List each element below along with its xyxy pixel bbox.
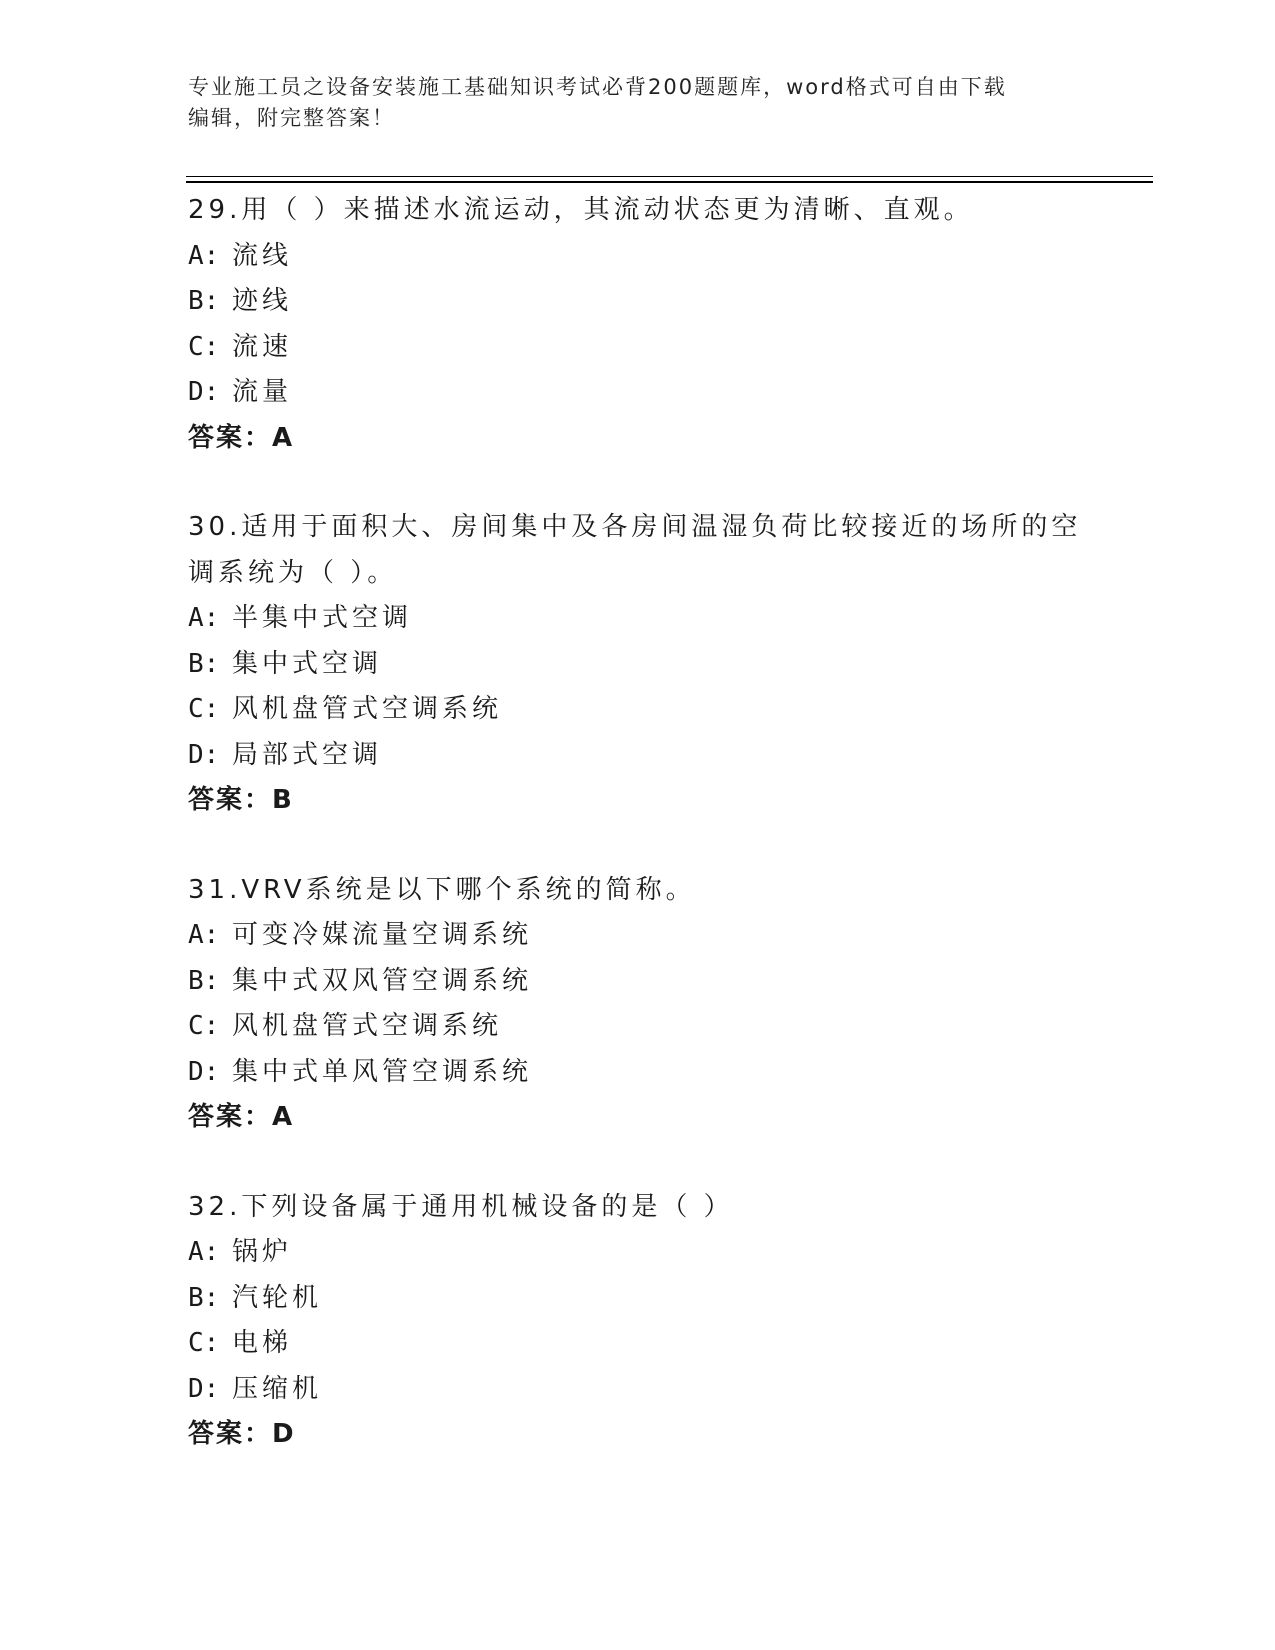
- option-text: 风机盘管式空调系统: [232, 694, 503, 724]
- answer: 答案：A: [188, 1102, 295, 1132]
- option-letter: C:: [188, 331, 220, 362]
- option-letter: A:: [188, 603, 220, 633]
- question-text: 31.VRV系统是以下哪个系统的简称。: [188, 874, 696, 905]
- question-32: [188, 1185, 1088, 1458]
- option-b: [188, 959, 1088, 1005]
- option-letter: B:: [188, 965, 220, 996]
- option-text: 可变冷媒流量空调系统: [232, 920, 533, 950]
- option-c: [188, 687, 1088, 733]
- question-30: [188, 505, 1088, 824]
- option-a: [188, 234, 1088, 280]
- option-text: 压缩机: [232, 1373, 323, 1404]
- option-letter: D:: [188, 377, 220, 407]
- option-b: [188, 1276, 1088, 1322]
- option-letter: B:: [188, 1282, 220, 1313]
- option-letter: C:: [188, 694, 220, 724]
- document-header: [188, 72, 1088, 134]
- option-text: 集中式单风管空调系统: [232, 1056, 533, 1087]
- option-a: [188, 913, 1088, 959]
- option-text: 流量: [232, 377, 293, 407]
- header-line-1: 专业施工员之设备安装施工基础知识考试必背200题题库，word格式可自由下载: [188, 75, 1007, 99]
- option-letter: C:: [188, 1011, 220, 1041]
- option-b: [188, 279, 1088, 325]
- question-text: 29.用（ ）来描述水流运动，其流动状态更为清晰、直观。: [188, 195, 974, 225]
- question-text: 32.下列设备属于通用机械设备的是（ ）: [188, 1191, 734, 1222]
- header-line-2: 编辑，附完整答案！: [188, 106, 395, 130]
- option-text: 流线: [232, 240, 293, 271]
- option-letter: B:: [188, 648, 220, 679]
- option-text: 半集中式空调: [232, 603, 413, 633]
- option-text: 集中式双风管空调系统: [232, 965, 533, 996]
- option-c: [188, 325, 1088, 371]
- option-letter: A:: [188, 240, 220, 271]
- option-d: [188, 733, 1088, 779]
- question-29: [188, 188, 1088, 461]
- option-text: 汽轮机: [232, 1282, 323, 1313]
- option-text: 集中式空调: [232, 648, 383, 679]
- option-letter: A:: [188, 920, 220, 950]
- option-text: 流速: [232, 331, 293, 362]
- option-d: [188, 1367, 1088, 1413]
- question-list: [188, 188, 1088, 1502]
- header-divider-thin: [186, 176, 1153, 177]
- option-letter: D:: [188, 739, 220, 770]
- option-letter: C:: [188, 1328, 220, 1358]
- option-text: 锅炉: [232, 1237, 293, 1267]
- option-a: [188, 596, 1088, 642]
- option-text: 迹线: [232, 286, 293, 316]
- option-c: [188, 1321, 1088, 1367]
- option-text: 风机盘管式空调系统: [232, 1011, 503, 1041]
- option-text: 局部式空调: [232, 739, 383, 770]
- option-text: 电梯: [232, 1328, 293, 1358]
- question-31: [188, 868, 1088, 1141]
- option-a: [188, 1230, 1088, 1276]
- option-letter: B:: [188, 286, 220, 316]
- option-b: [188, 642, 1088, 688]
- question-text: 30.适用于面积大、房间集中及各房间温湿负荷比较接近的场所的空调系统为（ ）。: [188, 512, 1082, 588]
- option-letter: D:: [188, 1373, 220, 1404]
- answer: 答案：A: [188, 422, 295, 453]
- answer: 答案：D: [188, 1419, 296, 1449]
- header-divider-thick: [186, 181, 1153, 183]
- option-d: [188, 370, 1088, 416]
- option-letter: D:: [188, 1056, 220, 1087]
- option-c: [188, 1004, 1088, 1050]
- option-d: [188, 1050, 1088, 1096]
- answer: 答案：B: [188, 785, 294, 815]
- option-letter: A:: [188, 1237, 220, 1267]
